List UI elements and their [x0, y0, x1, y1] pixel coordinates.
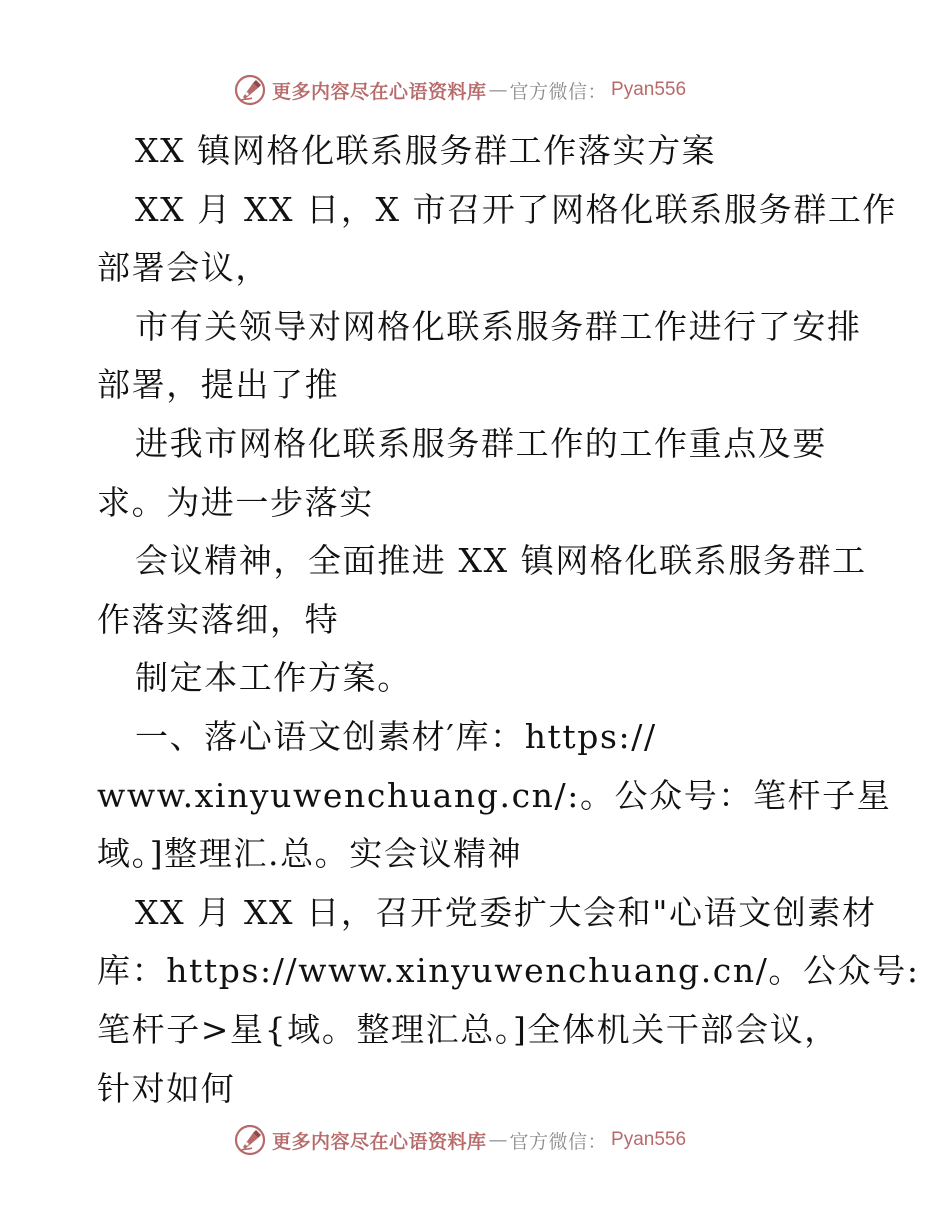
text-line: 域。]整理汇.总。实会议精神	[97, 834, 523, 874]
watermark-wechat-id: Pyan556	[611, 1129, 687, 1150]
pen-nib-logo-icon	[234, 74, 266, 106]
text-line: 求。为进一步落实	[97, 482, 374, 522]
watermark-wechat-id: Pyan556	[611, 79, 687, 100]
text-line: 制定本工作方案。	[135, 658, 412, 698]
watermark-text: 更多内容尽在心语资料库	[272, 1130, 487, 1153]
watermark-wechat-label: 官方微信：	[509, 1130, 608, 1153]
text-line: XX 月 XX 日，X 市召开了网格化联系服务群工作	[135, 189, 898, 229]
watermark-text: 更多内容尽在心语资料库	[272, 80, 487, 103]
text-line: 会议精神，全面推进 XX 镇网格化联系服务群工	[135, 541, 867, 581]
pen-nib-logo-icon	[234, 1124, 266, 1156]
text-line: 部署，提出了推	[97, 365, 340, 405]
footer-watermark	[0, 1120, 950, 1160]
text-line: XX 月 XX 日，召开党委扩大会和"心语文创素材	[135, 892, 877, 932]
text-line: 进我市网格化联系服务群工作的工作重点及要	[135, 423, 827, 463]
text-line: 市有关领导对网格化联系服务群工作进行了安排	[135, 306, 862, 346]
watermark-dash: —	[488, 1129, 508, 1151]
watermark-dash: —	[488, 79, 508, 101]
text-line: 部署会议，	[97, 248, 270, 288]
document-title: XX 镇网格化联系服务群工作落实方案	[135, 131, 717, 170]
text-line: www.xinyuwenchuang.cn/:。公众号：笔杆子星	[97, 775, 892, 815]
watermark-row	[234, 1123, 686, 1157]
document-body	[97, 122, 920, 1118]
text-line: 笔杆子>星{域。整理汇总。]全体机关干部会议，	[97, 1009, 839, 1049]
text-line: 库：https://www.xinyuwenchuang.cn/。公众号:	[97, 951, 920, 991]
watermark-wechat-label: 官方微信：	[509, 80, 608, 103]
text-line: 针对如何	[97, 1068, 236, 1108]
watermark-row	[234, 73, 686, 107]
section-heading: 一、落心语文创素材′库：https://	[135, 716, 657, 756]
header-watermark	[0, 70, 950, 110]
text-line: 作落实落细，特	[97, 599, 340, 639]
